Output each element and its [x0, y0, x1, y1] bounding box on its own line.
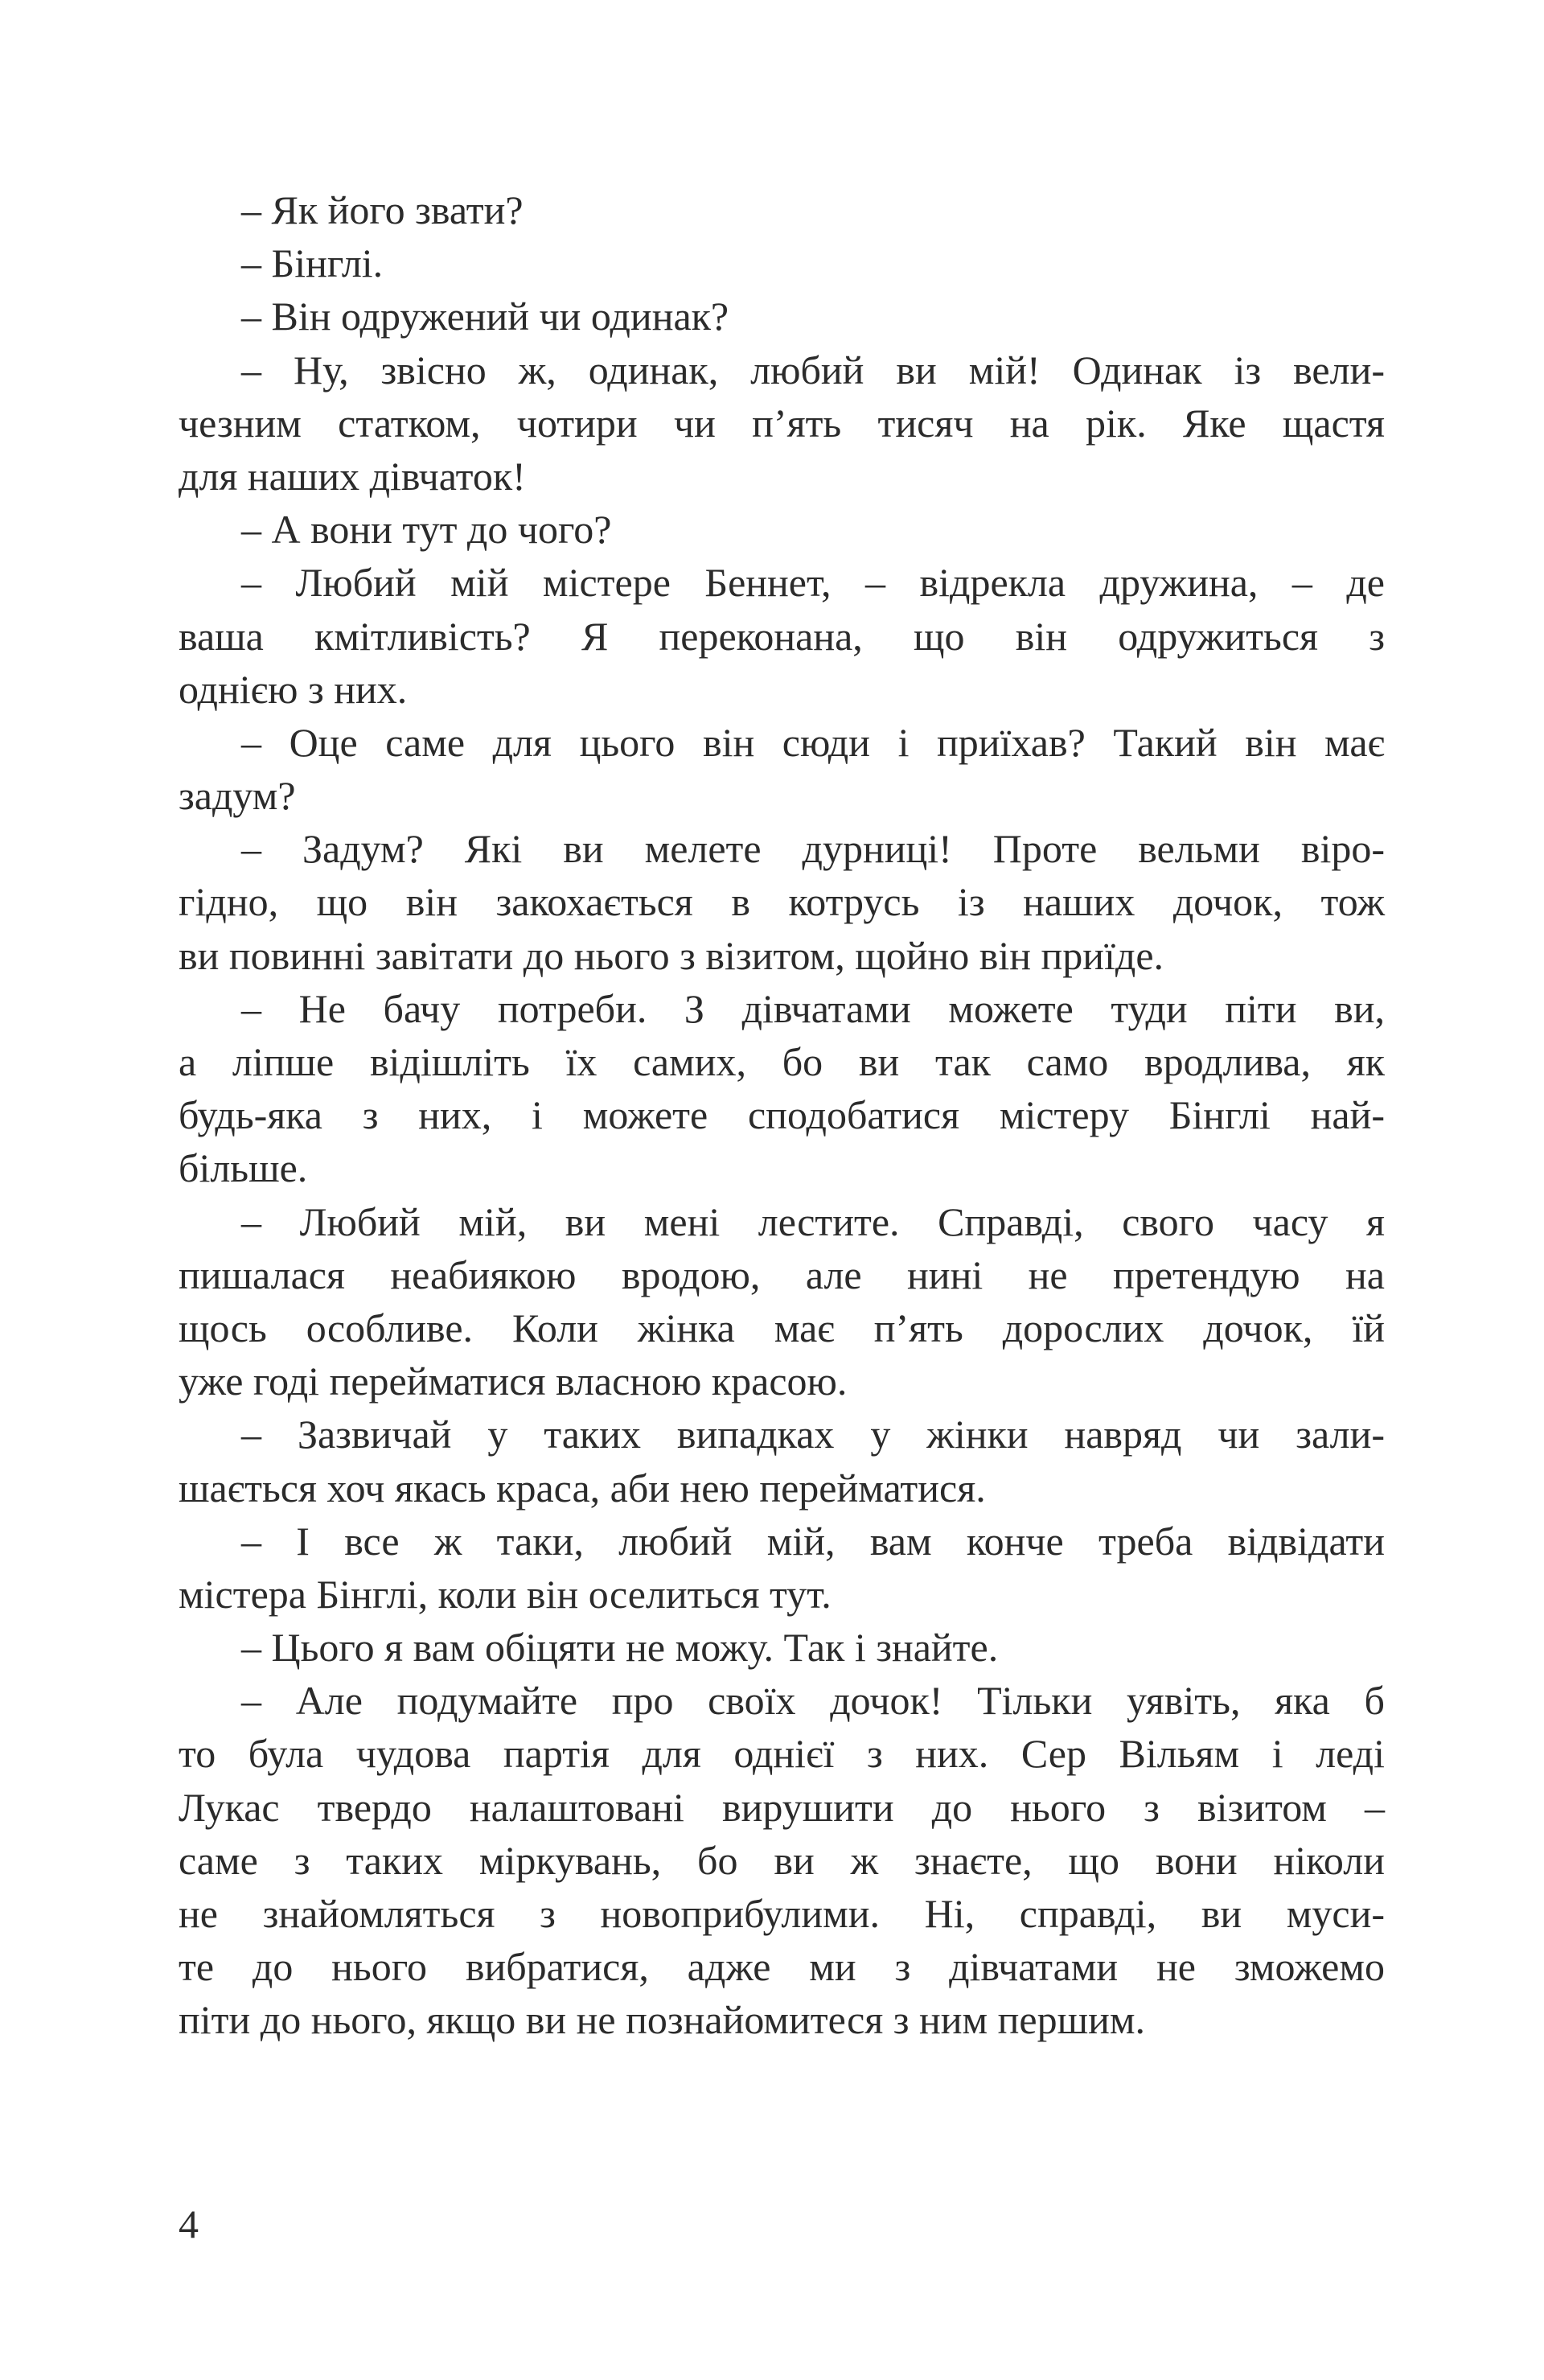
paragraph: [179, 1674, 1385, 2046]
paragraph: [179, 1195, 1385, 1408]
paragraph: [179, 716, 1385, 822]
page-body-text: [179, 183, 1385, 2047]
text-line: будь-яка з них, і можете сподобатися містеру Бінглі най-: [179, 1092, 1385, 1138]
text-line: – І все ж таки, любий мій, вам конче треба відвідати: [241, 1518, 1385, 1564]
text-line: чезним статком, чотири чи п’ять тисяч на рік. Яке щастя: [179, 400, 1385, 446]
text-line: – Любий мій містере Беннет, – відрекла дружина, – де: [241, 560, 1385, 606]
text-line: – А вони тут до чого?: [241, 507, 612, 553]
text-line: – Любий мій, ви мені лестите. Справді, свого часу я: [241, 1198, 1385, 1244]
text-line: – Оце саме для цього він сюди і приїхав? Такий він має: [241, 719, 1385, 765]
paragraph: [179, 343, 1385, 504]
text-line: те до нього вибратися, адже ми з дівчатами не зможемо: [179, 1944, 1385, 1990]
text-line: не знайомляться з новоприбулими. Ні, справді, ви муси-: [179, 1891, 1385, 1936]
text-line: містера Бінглі, коли він оселиться тут.: [179, 1571, 832, 1617]
text-line: більше.: [179, 1145, 308, 1191]
paragraph: [179, 290, 1385, 343]
text-line: – Не бачу потреби. З дівчатами можете туди піти ви,: [241, 985, 1385, 1031]
text-line: щось особливе. Коли жінка має п’ять дорослих дочок, їй: [179, 1305, 1385, 1350]
text-line: шається хоч якась краса, аби нею перейматися.: [179, 1465, 986, 1511]
text-line: – Задум? Які ви мелете дурниці! Проте вельми віро-: [241, 826, 1385, 872]
paragraph: [179, 982, 1385, 1195]
text-line: пишалася неабиякою вродою, але нині не претендую на: [179, 1252, 1385, 1297]
paragraph: [179, 1408, 1385, 1514]
text-line: – Ну, звісно ж, одинак, любий ви мій! Одинак із вели-: [241, 347, 1385, 393]
text-line: задум?: [179, 773, 296, 819]
text-line: саме з таких міркувань, бо ви ж знаєте, що вони ніколи: [179, 1837, 1385, 1883]
text-line: однією з них.: [179, 666, 408, 712]
text-line: – Бінглі.: [241, 240, 384, 286]
text-line: – Зазвичай у таких випадках у жінки навряд чи зали-: [241, 1412, 1385, 1457]
text-line: то була чудова партія для однієї з них. Сер Вільям і леді: [179, 1731, 1385, 1777]
text-line: гідно, що він закохається в котрусь із наших дочок, тож: [179, 879, 1385, 925]
text-line: – Але подумайте про своїх дочок! Тільки уявіть, яка б: [241, 1678, 1385, 1724]
paragraph: [179, 822, 1385, 982]
text-line: ви повинні завітати до нього з візитом, щойно він приїде.: [179, 932, 1164, 978]
text-line: піти до нього, якщо ви не познайомитеся з ним першим.: [179, 1997, 1146, 2043]
text-line: – Як його звати?: [241, 187, 524, 232]
page-number: 4: [179, 2201, 199, 2246]
text-line: ваша кмітливість? Я переконана, що він одружиться з: [179, 613, 1385, 659]
paragraph: [179, 1515, 1385, 1621]
text-line: – Він одружений чи одинак?: [241, 294, 729, 339]
text-line: – Цього я вам обіцяти не можу. Так і знайте.: [241, 1625, 999, 1671]
paragraph: [179, 183, 1385, 236]
paragraph: [179, 1621, 1385, 1674]
paragraph: [179, 503, 1385, 556]
text-line: Лукас твердо налаштовані вирушити до нього з візитом –: [179, 1784, 1385, 1830]
text-line: уже годі перейматися власною красою.: [179, 1359, 848, 1404]
text-line: а ліпше відішліть їх самих, бо ви так само вродлива, як: [179, 1039, 1385, 1084]
text-line: для наших дівчаток!: [179, 453, 526, 499]
paragraph: [179, 556, 1385, 716]
paragraph: [179, 236, 1385, 290]
